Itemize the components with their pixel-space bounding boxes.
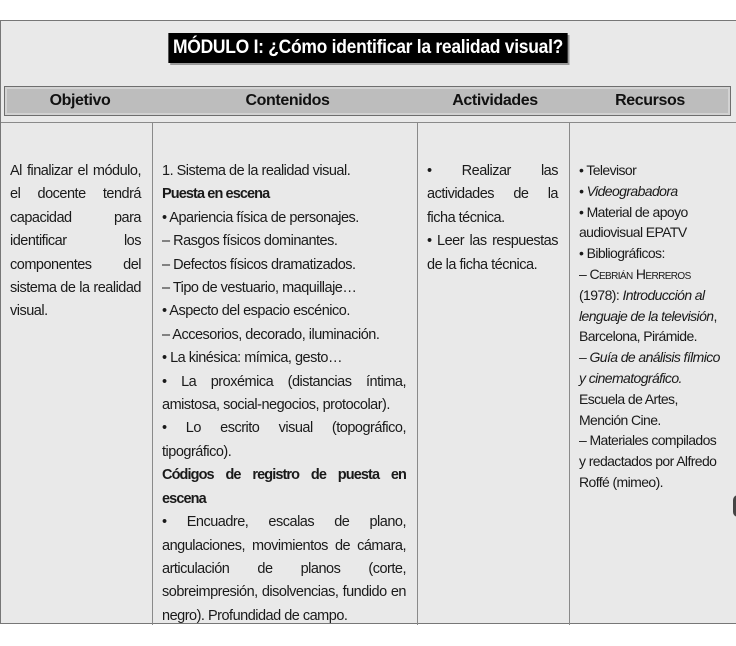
contenidos-text bbox=[162, 160, 406, 628]
contenidos-intro: 1. Sistema de la realidad visual. bbox=[162, 163, 351, 179]
header-objetivo: Objetivo bbox=[49, 92, 111, 109]
recurso-item: • Televisor bbox=[579, 162, 637, 178]
contenidos-heading-1: Puesta en escena bbox=[162, 186, 270, 203]
contenidos-item: • La proxémica (distancias íntima, amistosa, social-negocios, protocolar). bbox=[162, 373, 406, 414]
recurso-item: • Bibliográficos: bbox=[579, 245, 665, 262]
reference-title: Introducción al lenguaje de la televisión bbox=[579, 286, 714, 324]
contenidos-item: – Defectos físicos dramatizados. bbox=[162, 256, 356, 273]
recursos-text bbox=[579, 160, 724, 493]
recurso-item: • Material de apoyo audiovisual EPATV bbox=[579, 203, 688, 241]
contenidos-item: • Aspecto del espacio escénico. bbox=[162, 303, 350, 320]
objetivo-cell bbox=[1, 123, 153, 625]
contenidos-item: – Tipo de vestuario, maquillaje… bbox=[162, 280, 357, 297]
header-contenidos: Contenidos bbox=[245, 92, 330, 109]
contenidos-item: – Accesorios, decorado, iluminación. bbox=[162, 326, 380, 343]
title-wrap bbox=[1, 33, 736, 63]
objetivo-paragraph: Al finalizar el módulo, el docente tendrá capacidad para identificar los componentes del sistema de la realidad visual. bbox=[10, 163, 141, 320]
actividad-item: • Realizar las actividades de la ficha técnica. bbox=[427, 163, 558, 226]
recursos-cell bbox=[570, 123, 736, 625]
recurso-reference-3: – Materiales compilados y redactados por Alfredo Roffé (mimeo). bbox=[579, 432, 717, 490]
contenidos-item: • Lo escrito visual (topográfico, tipográfico). bbox=[162, 420, 406, 460]
recurso-reference-1 bbox=[579, 264, 724, 347]
table-body-row bbox=[1, 122, 736, 625]
module-table bbox=[0, 20, 736, 624]
contenidos-item: – Rasgos físicos dominantes. bbox=[162, 233, 338, 250]
actividad-item: • Leer las respuestas de la ficha técnica. bbox=[427, 233, 558, 273]
objetivo-text bbox=[10, 160, 141, 324]
contenidos-item: • La kinésica: mímica, gesto… bbox=[162, 350, 342, 367]
actividades-text bbox=[427, 160, 558, 277]
table-header bbox=[4, 86, 731, 116]
header-actividades: Actividades bbox=[452, 92, 538, 109]
contenidos-item: • Apariencia física de personajes. bbox=[162, 209, 359, 226]
contenidos-item: • Encuadre, escalas de plano, angulaciones, movimientos de cámara, articulación de planos (corte, sobreimpresión, disolvencias, fundido en negro). Profundidad de campo. bbox=[162, 514, 406, 624]
reference-title: – Guía de análisis fílmico y cinematográfico. bbox=[579, 349, 720, 386]
reference-publisher: Escuela de Artes, Mención Cine. bbox=[579, 390, 678, 428]
contenidos-cell bbox=[153, 123, 418, 625]
module-title: MÓDULO I: ¿Cómo identificar la realidad visual? bbox=[169, 33, 568, 63]
recurso-reference-2 bbox=[579, 347, 724, 430]
header-recursos: Recursos bbox=[615, 92, 685, 109]
recurso-item: • Videograbadora bbox=[579, 182, 678, 199]
reference-publisher: , Barcelona, Pirámide. bbox=[579, 307, 717, 345]
contenidos-heading-2: Códigos de registro de puesta en escena bbox=[162, 467, 406, 507]
reference-author: – Cebrián Herreros (1978): bbox=[579, 265, 691, 303]
actividades-cell bbox=[418, 123, 570, 625]
